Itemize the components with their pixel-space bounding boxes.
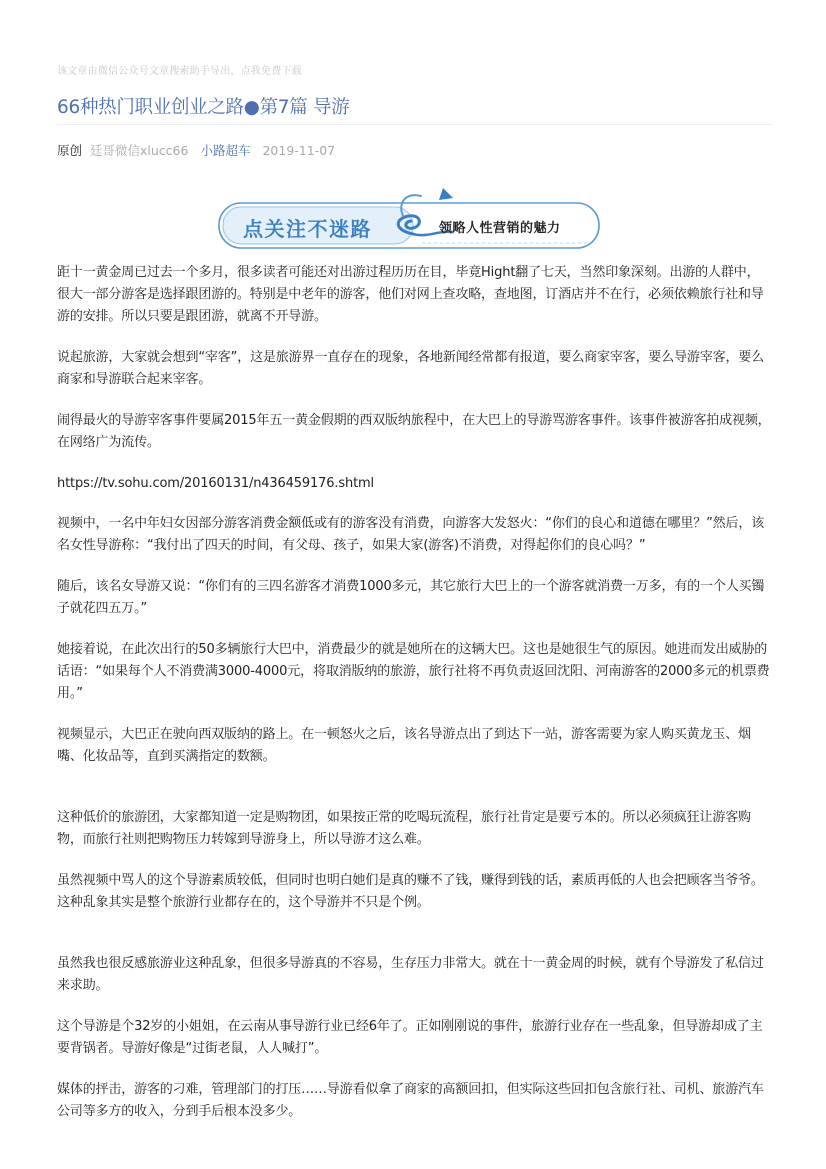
paragraph: 媒体的抨击，游客的刁难，管理部门的打压……导游看似拿了商家的高额回扣，但实际这些回扣包含旅行社、司机、旅游汽车公司等多方的收入，分到手后根本没多少。 [57,1082,764,1119]
paragraph: 虽然我也很反感旅游业这种乱象，但很多导游真的不容易，生存压力非常大。就在十一黄金周的时候，就有个导游发了私信过来求助。 [57,956,764,993]
title-divider [57,124,771,125]
paragraph: 她接着说，在此次出行的50多辆旅行大巴中，消费最少的就是她所在的这辆大巴。这也是她很生气的原因。她进而发出威胁的话语：“如果每个人不消费满3000-4000元，将取消版纳的旅游，旅行社将不再负责返回沈阳、河南游客的2000多元的机票费用。” [57,642,770,701]
follow-banner [217,186,601,250]
account-link[interactable]: 小路超车 [200,143,251,158]
paragraph: 视频中，一名中年妇女因部分游客消费金额低或有的游客没有消费，向游客大发怒火：“你们的良心和道德在哪里？”然后，该名女性导游称：“我付出了四天的时间，有父母、孩子，如果大家(游客)不消费，对得起你们的良心吗？” [57,516,765,553]
video-url-link[interactable]: https://tv.sohu.com/20160131/n436459176.shtml [57,476,374,491]
paragraph: 说起旅游，大家就会想到“宰客”，这是旅游界一直存在的现象，各地新闻经常都有报道，要么商家宰客，要么导游宰客，要么商家和导游联合起来宰客。 [57,350,765,387]
paragraph: 这个导游是个32岁的小姐姐，在云南从事导游行业已经6年了。正如刚刚说的事件，旅游行业存在一些乱象，但导游却成了主要背锅者。导游好像是“过街老鼠，人人喊打”。 [57,1019,763,1056]
paragraph: 虽然视频中骂人的这个导游素质较低，但同时也明白她们是真的赚不了钱，赚得到钱的话，素质再低的人也会把顾客当爷爷。这种乱象其实是整个旅游行业都存在的，这个导游并不只是个例。 [57,873,764,910]
paragraph: 这种低价的旅游团，大家都知道一定是购物团，如果按正常的吃喝玩流程，旅行社肯定是要亏本的。所以必须疯狂让游客购物，而旅行社则把购物压力转嫁到导游身上，所以导游才这么难。 [57,810,751,847]
paragraph: 随后，该名女导游又说：“你们有的三四名游客才消费1000多元，其它旅行大巴上的一个游客就消费一万多，有的一个人买镯子就花四五万。” [57,579,765,616]
paragraph: 视频显示，大巴正在驶向西双版纳的路上。在一顿怒火之后，该名导游点出了到达下一站，游客需要为家人购买黄龙玉、烟嘴、化妆品等，直到买满指定的数额。 [57,727,751,764]
banner-sub-text: 领略人性营销的魅力 [439,221,561,236]
paragraph: 闹得最火的导游宰客事件要属2015年五一黄金假期的西双版纳旅程中，在大巴上的导游骂游客事件。该事件被游客拍成视频，在网络广为流传。 [57,413,771,450]
author-name: 廷哥微信xlucc66 [90,143,189,158]
article-body [57,262,771,1142]
banner-follow-text: 点关注不迷路 [243,217,372,241]
export-notice-link[interactable]: 该文章由微信公众号文章搜索助手导出，点我免费下载 [57,66,302,77]
original-label: 原创 [57,143,83,158]
paragraph: 距十一黄金周已过去一个多月，很多读者可能还对出游过程历历在目，毕竟Hight翻了七天，当然印象深刻。出游的人群中，很大一部分游客是选择跟团游的。特别是中老年的游客，他们对网上查攻略，查地图，订酒店并不在行，必须依赖旅行社和导游的安排。所以只要是跟团游，就离不开导游。 [57,265,764,324]
article-title: 66种热门职业创业之路●第7篇 导游 [57,97,350,118]
article-meta [57,141,335,159]
publish-date: 2019-11-07 [262,143,336,158]
